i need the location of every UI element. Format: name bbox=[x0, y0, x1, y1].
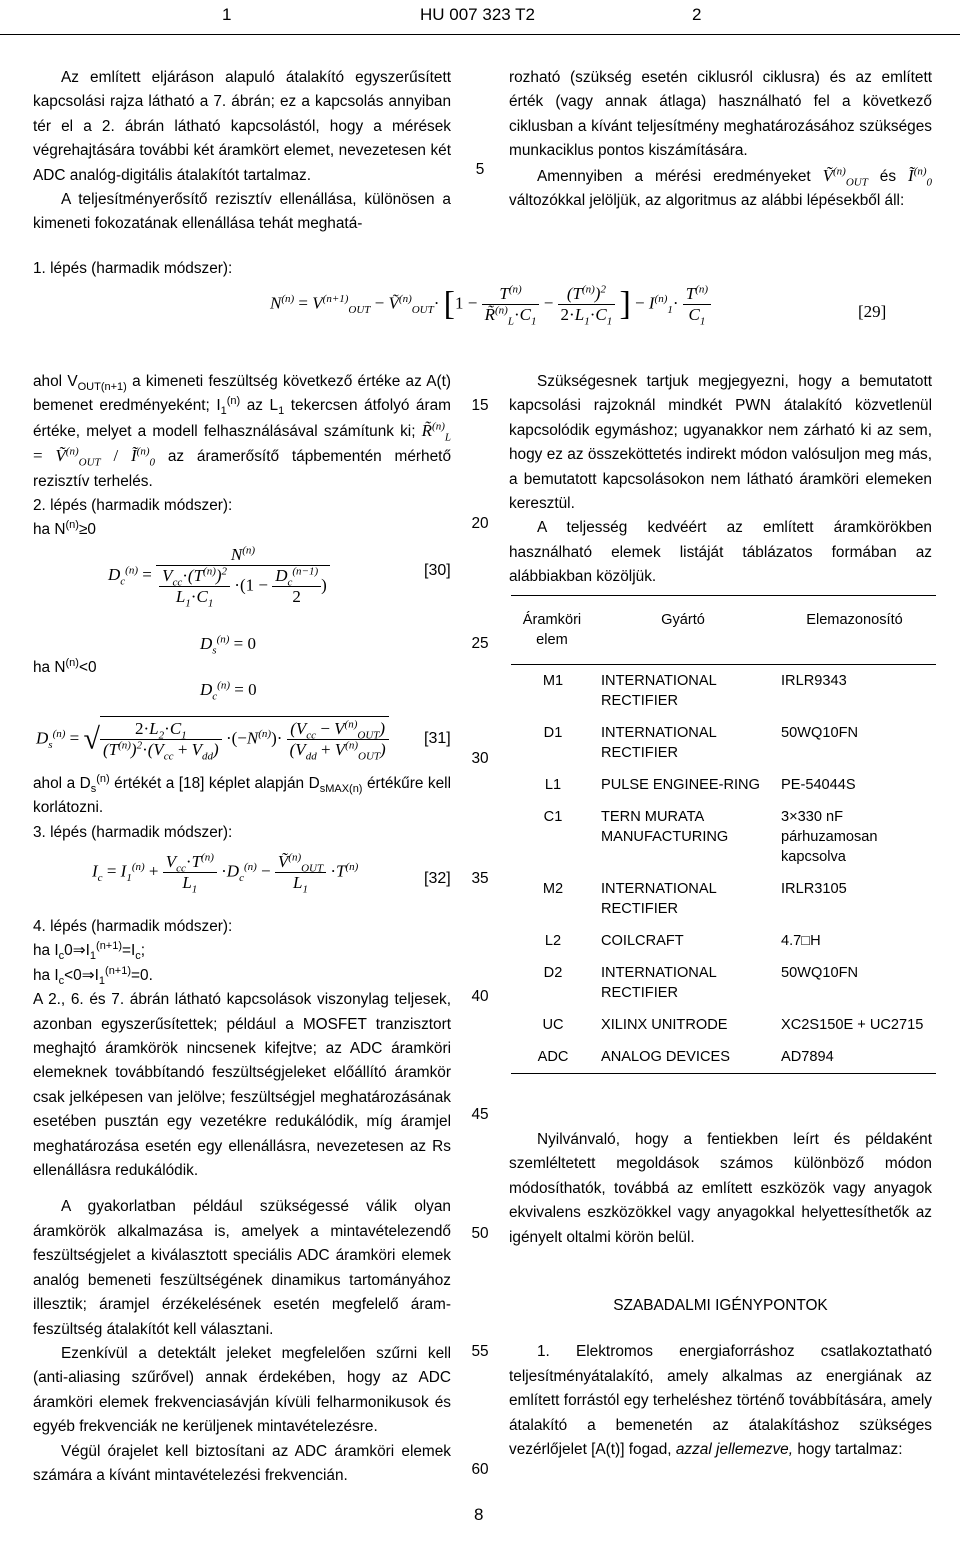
top-left-text bbox=[33, 66, 451, 237]
table-row bbox=[511, 873, 936, 925]
paragraph-ahol: ahol $V_{OUT(n+1)}$ a kimeneti feszültség következő értéke az A(t) bemenet eredményeként; $I_1^{(n)}$ az $L_1$ tekercsen átfolyó áram értéke, melyet a modell felhasználásával számítunk ki; R̃$^{(n)}_L$ = Ṽ$^{(n)}_{OUT}$ / $Ĩ^{(n)}_0$ az áramerősítő tápbementén mérhető rezisztív terhelés. bbox=[33, 373, 452, 490]
table-cell: INTERNATIONAL RECTIFIER bbox=[601, 881, 717, 917]
table-row bbox=[511, 1041, 936, 1073]
table-cell: PULSE ENGINEE-RING bbox=[601, 777, 760, 793]
footer-page-number: 8 bbox=[474, 1505, 484, 1524]
column-header: Áramköri elem bbox=[511, 596, 593, 665]
header-right-page: 2 bbox=[692, 5, 702, 24]
table-header-row bbox=[511, 596, 936, 665]
table-cell: INTERNATIONAL RECTIFIER bbox=[601, 965, 717, 1001]
table-row bbox=[511, 665, 936, 718]
table-cell: INTERNATIONAL RECTIFIER bbox=[601, 673, 717, 709]
parts-table bbox=[511, 595, 936, 1074]
text: =0. bbox=[131, 966, 153, 984]
text: az L bbox=[246, 397, 279, 415]
paragraph: Nyilvánvaló, hogy a fentiekben leírt és példaként szemléltetett megoldások számos különböző módon módosíthatók, továbbá az említett eszközök vagy anyagok ekvivalens eszközökkel vagy anyagokkal helyettesíthetők az igényelt oltalmi körön belül. bbox=[509, 1131, 932, 1246]
text: ; bbox=[140, 942, 146, 960]
header-left-page: 1 bbox=[222, 5, 232, 24]
equation-29: $N^{(n)} = V^{(n+1)}_{OUT}$ − Ṽ$^{(n)}_{OUT}$· [1 − $\frac{T^{(n)}}{R̃^{(n)}_L\cdot C_1}$ − $\frac{(T^{(n)})^2}{2\cdot L_1\cdot C_1}$ ] − $I^{(n)}_1\cdot$ $\frac{T^{(n)}}{C_1}$ bbox=[270, 284, 830, 344]
math-i0-tilde: $Ĩ^{(n)}_0$ bbox=[908, 164, 933, 189]
table-cell: M1 bbox=[542, 673, 564, 689]
paragraph-text: Amennyiben a mérési eredményeket bbox=[537, 167, 811, 185]
text: ahol V bbox=[33, 373, 78, 390]
left-column bbox=[33, 370, 451, 543]
line-number: 15 bbox=[471, 397, 489, 414]
line-number: 30 bbox=[471, 750, 489, 767]
paragraph-ahol-ds: ahol a $D_s^{(n)}$ értékét a [18] képlet alapján $D_{sMAX(n)}$ értékűre kell korlátozni. bbox=[33, 772, 451, 817]
paragraph: rozható (szükség esetén ciklusról ciklusra) és az említett érték (vagy annak átlaga) használható fel a következő ciklusban a kívánt teljesítmény meghatározásához szükséges munkaciklus pontos kiszámítására. bbox=[509, 69, 932, 160]
equation-30-dc: $D_c^{(n)}$ = $N^{(n)}$ $\frac{V_{cc}\cdot(T^{(n)})^2}{L_1\cdot C_1}$ ·(1 − $\frac{D_c^{(n-1)}}{2}$ ) bbox=[108, 545, 330, 607]
equation-31-tag: [31] bbox=[424, 730, 451, 747]
table-row bbox=[511, 769, 936, 801]
math-rl-def: R̃$^{(n)}_L$ = Ṽ$^{(n)}_{OUT}$ / $Ĩ^{(n)}_0$ bbox=[33, 420, 451, 469]
paragraph: A teljesség kedvéért az említett áramkörökben használható elemek listáját táblázatos formában az alábbiakban közöljük. bbox=[509, 519, 932, 586]
table-cell: UC bbox=[542, 1017, 564, 1033]
table-cell: IRLR9343 bbox=[781, 673, 847, 689]
claims-heading: SZABADALMI IGÉNYPONTOK bbox=[613, 1297, 828, 1315]
paragraph: A teljesítményerősítő rezisztív ellenállása, különösen a kimeneti fokozatának ellenállása tehát meghatá- bbox=[33, 191, 451, 233]
table-cell: D1 bbox=[543, 725, 563, 741]
text: OUT(n+1) bbox=[77, 381, 127, 394]
table-cell: L2 bbox=[544, 933, 562, 949]
column-header: Elemazonosító bbox=[773, 596, 936, 665]
text: ha N bbox=[33, 521, 66, 539]
line-number: 35 bbox=[471, 870, 489, 887]
right-column bbox=[509, 370, 932, 590]
text: a kimeneti feszültség következő értéke az A(t) bemenet eredményeként; I bbox=[33, 373, 452, 415]
text: az áramerősítő tápbementén mérhető rezisztív terhelés. bbox=[33, 448, 452, 490]
equation-30-tag: [30] bbox=[424, 562, 451, 579]
line-number: 40 bbox=[471, 988, 489, 1005]
table-cell: AD7894 bbox=[781, 1049, 834, 1065]
table-cell: COILCRAFT bbox=[601, 933, 684, 949]
right-column-lower bbox=[509, 1128, 932, 1462]
top-right-text bbox=[509, 66, 932, 213]
step-3-label: 3. lépés (harmadik módszer): bbox=[33, 824, 233, 841]
equation-32-tag: [32] bbox=[424, 870, 451, 887]
text: ha I bbox=[33, 942, 59, 960]
step-4-label: 4. lépés (harmadik módszer): bbox=[33, 918, 233, 935]
line-number: 60 bbox=[471, 1461, 489, 1478]
step-1-label: 1. lépés (harmadik módszer): bbox=[33, 260, 233, 277]
table-cell: XILINX UNITRODE bbox=[601, 1017, 728, 1033]
text: <0 bbox=[64, 966, 82, 984]
text: hogy tartalmaz: bbox=[797, 1441, 903, 1459]
condition-2: ha $N^{(n)}<0$ bbox=[33, 656, 97, 676]
text: 0 bbox=[64, 942, 73, 960]
paragraph: Az említett eljáráson alapuló átalakító egyszerűsített kapcsolási rajza látható a 7. ábrán; ez a kapcsolás annyiban tér el a 2. ábrán látható kapcsolástól, hogy a mérések végrehajtására további két áramkört elemet, nevezetesen két ADC analóg-digitális átalakítót tartalmaz. bbox=[33, 69, 451, 184]
equation-ds-zero: $D_s^{(n)} = 0$ bbox=[200, 633, 256, 657]
text: sMAX(n) bbox=[319, 783, 363, 796]
line-number: 45 bbox=[471, 1106, 489, 1123]
table-cell: 50WQ10FN bbox=[781, 965, 859, 981]
parts-table-grid bbox=[511, 596, 936, 1073]
text: ha N bbox=[33, 659, 66, 676]
header-rule bbox=[0, 34, 960, 35]
math-vout-tilde: Ṽ$^{(n)}_{OUT}$ bbox=[822, 164, 868, 189]
equation-31: $D_s^{(n)}$ = √ $\frac{2\cdot L_2\cdot C_1}{(T^{(n)})^2\cdot(V_{cc} + V_{dd})}$ $\cdot(-N^{(n)})\cdot$ $\frac{(V_{cc} - V^{(n)}_{OUT})}{(V_{dd} + V^{(n)}_{OUT})}$ bbox=[36, 716, 389, 760]
condition-1: ha $N^{(n)}\ge 0$ bbox=[33, 519, 96, 539]
table-cell: 50WQ10FN bbox=[781, 725, 859, 741]
text: tekercsen átfolyó áram értéke, melyet a modell felhasználásával számítunk ki; bbox=[33, 397, 451, 440]
line-number: 25 bbox=[471, 635, 489, 652]
table-row bbox=[511, 1009, 936, 1041]
table-row bbox=[511, 925, 936, 957]
table-cell: D2 bbox=[543, 965, 563, 981]
table-cell: TERN MURATA MANUFACTURING bbox=[601, 809, 729, 845]
left-column-lower bbox=[33, 915, 451, 1488]
table-cell: ADC bbox=[537, 1049, 569, 1065]
table-cell: INTERNATIONAL RECTIFIER bbox=[601, 725, 717, 761]
text: értékét a [18] képlet alapján D bbox=[114, 775, 320, 792]
line-number: 5 bbox=[475, 161, 485, 178]
text: értékűre kell korlátozni. bbox=[33, 775, 451, 817]
paragraph bbox=[509, 164, 932, 214]
paragraph: A 2., 6. és 7. ábrán látható kapcsolások viszonylag teljesek, azonban egyszerűsítettek; például a MOSFET tranzisztort meghajtó áramkörök nincsenek kifejtve; az ADC áramköri elemeknek továbbítandó feszültségjeleket előállító áramkör csak jelképesen van jelölve; feszültségjel meghatározásának esetében pusztán egy vezetékre redukálódik, míg áramjel meghatározása esetén egy ellenállásra, nevezetesen az Rs ellenállásra redukálódik. bbox=[33, 991, 451, 1180]
table-cell: ANALOG DEVICES bbox=[601, 1049, 730, 1065]
line-number: 20 bbox=[471, 515, 489, 532]
paragraph-text: és bbox=[879, 167, 897, 185]
condition-4: ha $I_c<0\Rightarrow I_1^{(n+1)}=0$. bbox=[33, 964, 153, 987]
table-cell: XC2S150E + UC2715 bbox=[781, 1017, 924, 1033]
table-cell: L1 bbox=[544, 777, 562, 793]
text: 1. Elektromos energiaforráshoz csatlakoztatható teljesítményátalakító, amely alkalmas az energiának az említett forrástól egy terheléshez történő továbbítására, amely átalakító a bemenetén az átalakításhoz szükséges vezérlőjelet [A(t)] fogad, bbox=[509, 1343, 932, 1459]
line-number: 55 bbox=[471, 1343, 489, 1360]
condition-3: ha $I_c0\Rightarrow I_1^{(n+1)}=I_c$; bbox=[33, 940, 146, 963]
column-header: Gyártó bbox=[593, 596, 773, 665]
table-row bbox=[511, 717, 936, 769]
equation-32: $I_c = I_1^{(n)}$ + $\frac{V_{cc}\cdot T^{(n)}}{L_1}$ $\cdot D_c^{(n)}$ − $\frac{Ṽ^{(n)}_{OUT}}{L_1}$ $\cdot T^{(n)}$ bbox=[92, 851, 359, 896]
table-row bbox=[511, 957, 936, 1009]
text: =I bbox=[122, 942, 136, 960]
text: <0 bbox=[78, 659, 97, 676]
paragraph: Szükségesnek tartjuk megjegyezni, hogy a bemutatott kapcsolási rajzoknál mindkét PWN átalakító közvetlenül kapcsolódik egymáshoz; ugyanakkor nem zárható ki az sem, hogy ez az összeköttetés indirekt módon valósuljon meg más, a bemutatott kapcsolásokon nem látható áramköri elemeken keresztül. bbox=[509, 373, 932, 513]
text: ha I bbox=[33, 966, 59, 984]
paragraph: A gyakorlatban például szükségessé válik olyan áramkörök alkalmazása is, amelyek a mintavételezendő feszültségjelet a kiválasztott speciális ADC áramköri elemek analóg bemeneti feszültségének dinamikus tartományához illesztik; áramjel érzékelésének esetén megfelelő áram-feszültség átalakítót kell választani. bbox=[33, 1198, 451, 1338]
text: ahol a D bbox=[33, 775, 91, 792]
paragraph-text: változókkal jelöljük, az algoritmus az alábbi lépésekből áll: bbox=[509, 192, 905, 210]
claim-1 bbox=[509, 1340, 932, 1462]
equation-29-tag: [29] bbox=[858, 302, 887, 321]
table-row bbox=[511, 801, 936, 873]
text: 0 bbox=[87, 521, 96, 539]
paragraph: Ezenkívül a detektált jeleket megfelelően szűrni kell (anti-aliasing szűrővel) annak érdekében, hogy az ADC áramköri elemek frekvenciasávján kívüli felharmonikusok és egyéb frekvenciák ne kerüljenek mintavételezésre. bbox=[33, 1344, 451, 1436]
step-2-label: 2. lépés (harmadik módszer): bbox=[33, 497, 233, 515]
table-cell: 3×330 nF párhuzamosan kapcsolva bbox=[781, 809, 878, 865]
line-number: 50 bbox=[471, 1225, 489, 1242]
table-cell: M2 bbox=[542, 881, 564, 897]
table-cell: 4.7□H bbox=[781, 933, 821, 949]
equation-dc-zero: $D_c^{(n)} = 0$ bbox=[200, 679, 257, 703]
paragraph: Végül órajelet kell biztosítani az ADC áramköri elemek számára a kívánt mintavételezési frekvencián. bbox=[33, 1442, 451, 1484]
table-cell: PE-54044S bbox=[781, 777, 856, 793]
table-cell: IRLR3105 bbox=[781, 881, 847, 897]
text: azzal jellemezve, bbox=[675, 1441, 794, 1459]
table-cell: C1 bbox=[543, 809, 563, 825]
header-doc-id: HU 007 323 T2 bbox=[420, 5, 535, 24]
